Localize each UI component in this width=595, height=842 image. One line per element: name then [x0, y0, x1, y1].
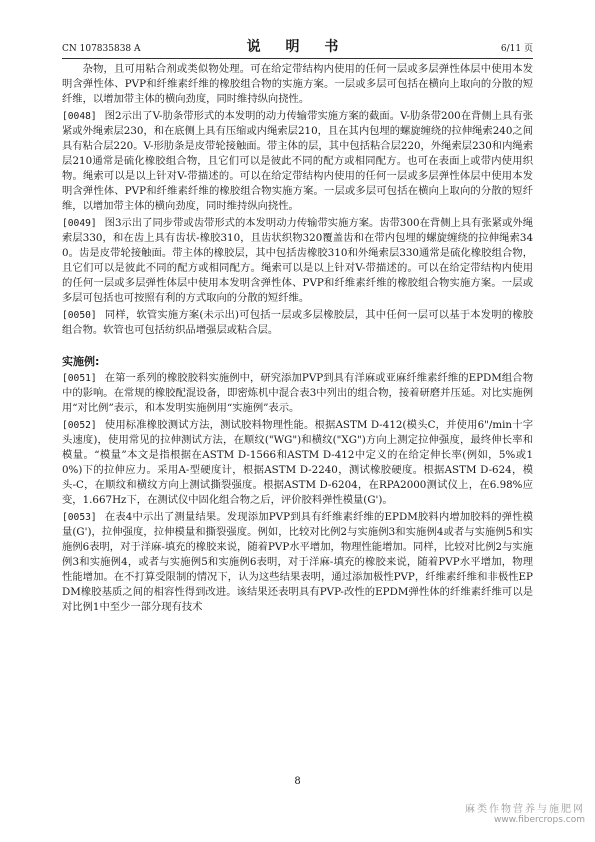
site-watermark	[465, 804, 585, 826]
paragraph-text: 同样，软管实施方案(未示出)可包括一层或多层橡胶层，其中任何一层可以基于本发明的橡胶组合物。软管也可包括纺织品增强层或粘合层。	[62, 309, 533, 336]
paragraph-number: [0050]	[62, 310, 97, 321]
paragraph-0049	[62, 216, 533, 306]
paragraph-text: 图2示出了V-肋条带形式的本发明的动力传输带实施方案的截面。V-肋条带200在背侧上具有张紧或外绳索层230，和在底侧上具有压缩或内绳索层210，且在其内包埋的螺旋缠绕的拉伸绳索240之间具有粘合层220。V-形肋条是皮带轮接触面。带主体的层，其中包括粘合层220，外绳索层230和内绳索层210通常是硫化橡胶组合物，且它们可以是彼此不同的配方或相同配方。也可在表面上或带内使用织物。绳索可以是以上针对V-带描述的。可以在给定带结构内使用的任何一层或多层弹性体层中使用本发明含弹性体、PVP和纤维素纤维的橡胶组合物实施方案。一层或多层可包括在横向上取向的分散的短纤维，以增加带主体的横向劲度，同时维持纵向挠性。	[62, 110, 533, 212]
paragraph-0051	[62, 371, 533, 416]
paragraph-text: 使用标准橡胶测试方法，测试胶料物理性能。根据ASTM D-412(模头C，并使用6"/min十字头速度)，使用常见的拉伸测试方法，在顺纹("WG")和横纹("XG")方向上测定拉伸强度，最终伸长率和模量。“模量”本文是指根据在ASTM D-1566和ASTM D-412中定义的在给定伸长率(例如，5%或10%)下的拉伸应力。采用A-型硬度计，根据ASTM D-2240，测试橡胶硬度。根据ASTM D-624，模头-C，在顺纹和横纹方向上测试撕裂强度。根据ASTM D-6204，在RPA2000测试仪上，在6.98%应变，1.667Hz下，在测试仪中固化组合物之后，评价胶料弹性模量(G')。	[62, 419, 533, 506]
paragraph-number: [0051]	[62, 373, 97, 384]
document-body	[62, 62, 533, 617]
paragraph-0052	[62, 418, 533, 508]
paragraph-text: 在表4中示出了测量结果。发现添加PVP到具有纤维素纤维的EPDM胶料内增加胶料的弹性模量(G')，拉伸强度，拉伸模量和撕裂强度。例如，比较对比例2与实施例3和实施例4或者与实施例5和实施例6表明，对于洋麻-填充的橡胶来说，随着PVP水平增加，物理性能增加。同样，比较对比例2与实施例3和实施例4，或者与实施例5和实施例6表明，对于洋麻-填充的橡胶来说，随着PVP水平增加，物理性能增加。在不打算受限制的情况下，认为这些结果表明，通过添加极性PVP，纤维素纤维和非极性EPDM橡胶基质之间的相容性得到改进。该结果还表明具有PVP-改性的EPDM弹性体的纤维素纤维可以是对比例1中至少一部分现有技术	[62, 511, 533, 613]
paragraph-number: [0053]	[62, 512, 97, 523]
page-number: 8	[294, 776, 301, 787]
watermark-name: 麻类作物营养与施肥网	[465, 804, 585, 815]
paragraph-text: 在第一系列的橡胶胶料实施例中，研究添加PVP到具有洋麻或亚麻纤维素纤维的EPDM组合物中的影响。在常规的橡胶配混设备，即密炼机中混合表3中列出的组合物，接着研磨并压延。对比实施例用“对比例”表示，和本发明实施例用“实施例”表示。	[62, 372, 533, 414]
watermark-url: www.fibercrops.com	[494, 815, 585, 825]
paragraph-number: [0049]	[62, 218, 97, 229]
section-title: 实施例:	[62, 355, 100, 368]
page-info: 6/11 页	[500, 44, 533, 54]
paragraph-text: 杂物，且可用粘合剂或类似物处理。可在给定带结构内使用的任何一层或多层弹性体层中使用本发明含弹性体、PVP和纤维素纤维的橡胶组合物的实施方案。一层或多层可包括在横向上取向的分散的短纤维，以增加带主体的横向劲度，同时维持纵向挠性。	[62, 63, 533, 105]
paragraph-continuation	[62, 62, 533, 107]
doc-title: 说 明 书	[246, 39, 349, 55]
page-header	[62, 38, 533, 59]
paragraph-0048	[62, 109, 533, 214]
paragraph-number: [0052]	[62, 420, 97, 431]
doc-id: CN 107835838 A	[62, 44, 141, 54]
paragraph-text: 图3示出了同步带或齿带形式的本发明动力传输带实施方案。齿带300在背侧上具有张紧或外绳索层330，和在齿上具有齿状-橡胶310，且齿状织物320覆盖齿和在带内包埋的螺旋缠绕的拉伸绳索340。齿是皮带轮接触面。带主体的橡胶层，其中包括齿橡胶310和外绳索层330通常是硫化橡胶组合物，且它们可以是彼此不同的配方或相同配方。绳索可以是以上针对V-带描述的。可以在给定带结构内使用的任何一层或多层弹性体层中使用本发明含弹性体、PVP和纤维素纤维的橡胶组合物实施方案。一层或多层可包括也可按照有利的方式取向的分散的短纤维。	[62, 217, 533, 304]
paragraph-0053	[62, 510, 533, 615]
paragraph-number: [0048]	[62, 111, 97, 122]
paragraph-0050	[62, 308, 533, 338]
